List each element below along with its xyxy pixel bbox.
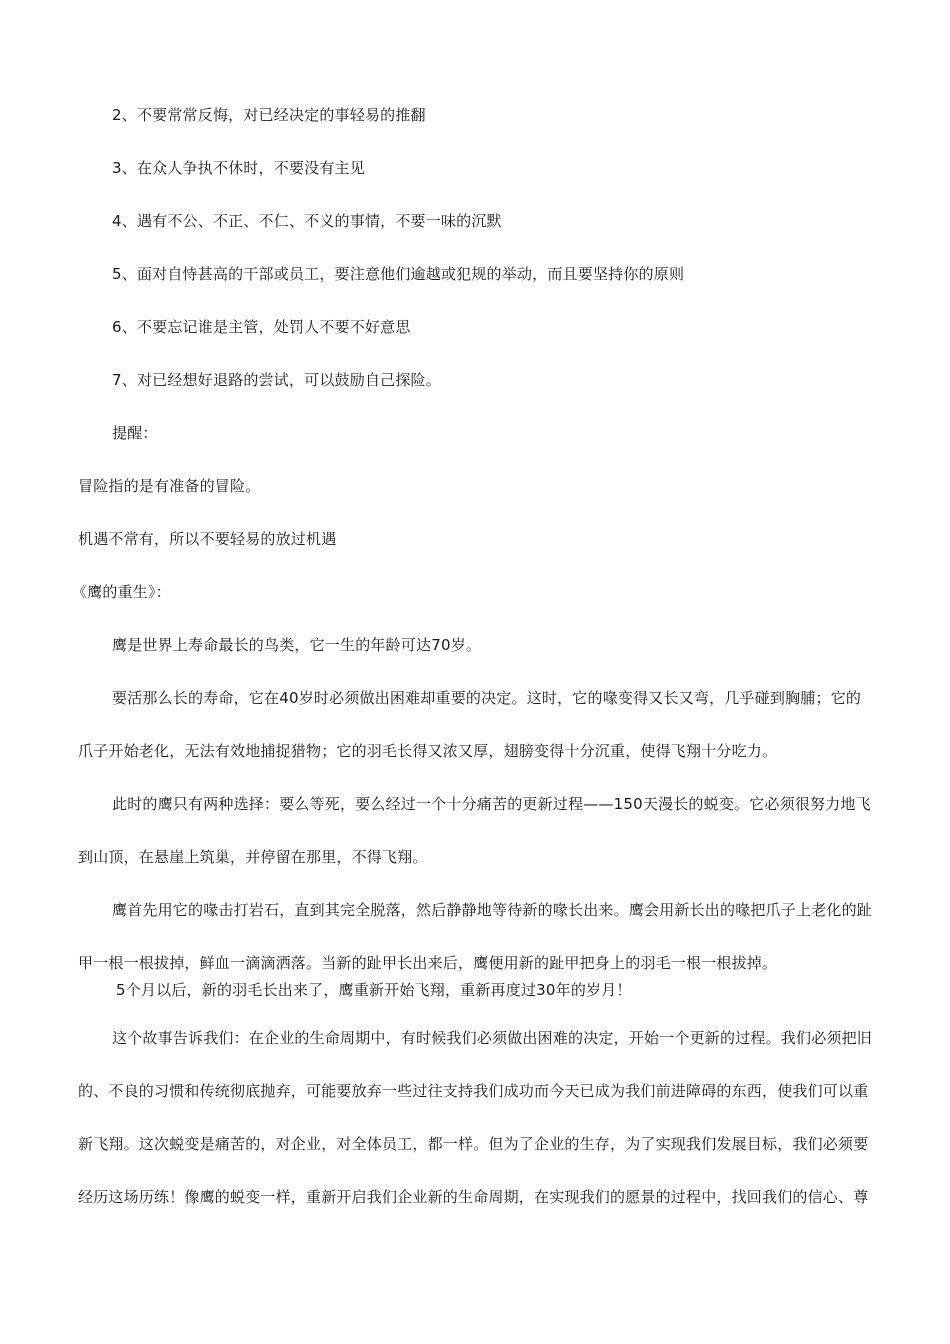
reminder-label: 提醒： bbox=[112, 424, 158, 442]
story-paragraph: 到山顶，在悬崖上筑巢，并停留在那里，不得飞翔。 bbox=[78, 848, 428, 866]
list-item: 2、不要常常反悔，对已经决定的事轻易的推翻 bbox=[112, 106, 426, 124]
list-item: 5、面对自恃甚高的干部或员工，要注意他们逾越或犯规的举动，而且要坚持你的原则 bbox=[112, 265, 685, 283]
story-paragraph: 新飞翔。这次蜕变是痛苦的，对企业，对全体员工，都一样。但为了企业的生存，为了实现我们发展目标，我们必须要 bbox=[78, 1135, 869, 1153]
story-title: 《鹰的重生》： bbox=[72, 583, 171, 601]
story-paragraph: 鹰首先用它的喙击打岩石，直到其完全脱落，然后静静地等待新的喙长出来。鹰会用新长出的喙把爪子上老化的趾 bbox=[112, 901, 873, 919]
story-paragraph: 甲一根一根拔掉，鲜血一滴滴洒落。当新的趾甲长出来后，鹰便用新的趾甲把身上的羽毛一根一根拔掉。 bbox=[78, 954, 778, 972]
list-item: 4、遇有不公、不正、不仁、不义的事情，不要一味的沉默 bbox=[112, 212, 502, 230]
reminder-line: 冒险指的是有准备的冒险。 bbox=[78, 477, 261, 495]
list-item: 3、在众人争执不休时，不要没有主见 bbox=[112, 159, 365, 177]
list-item: 7、对已经想好退路的尝试，可以鼓励自己探险。 bbox=[112, 371, 441, 389]
list-item: 6、不要忘记谁是主管，处罚人不要不好意思 bbox=[112, 318, 411, 336]
reminder-line: 机遇不常有，所以不要轻易的放过机遇 bbox=[78, 530, 337, 548]
story-paragraph: 5个月以后，新的羽毛长出来了，鹰重新开始飞翔，重新再度过30年的岁月！ bbox=[116, 981, 632, 999]
story-paragraph: 经历这场历练！像鹰的蜕变一样，重新开启我们企业新的生命周期，在实现我们的愿景的过程中，找回我们的信心、尊 bbox=[78, 1188, 869, 1206]
story-paragraph: 这个故事告诉我们：在企业的生命周期中，有时候我们必须做出困难的决定，开始一个更新的过程。我们必须把旧 bbox=[112, 1029, 873, 1047]
story-paragraph: 要活那么长的寿命，它在40岁时必须做出困难却重要的决定。这时，它的喙变得又长又弯，几乎碰到胸脯；它的 bbox=[112, 689, 862, 707]
story-paragraph: 鹰是世界上寿命最长的鸟类，它一生的年龄可达70岁。 bbox=[112, 636, 482, 654]
story-paragraph: 此时的鹰只有两种选择：要么等死，要么经过一个十分痛苦的更新过程——150天漫长的蜕变。它必须很努力地飞 bbox=[112, 795, 871, 813]
story-paragraph: 的、不良的习惯和传统彻底抛弃，可能要放弃一些过往支持我们成功而今天已成为我们前进障碍的东西，使我们可以重 bbox=[78, 1082, 869, 1100]
story-paragraph: 爪子开始老化，无法有效地捕捉猎物；它的羽毛长得又浓又厚，翅膀变得十分沉重，使得飞翔十分吃力。 bbox=[78, 742, 778, 760]
